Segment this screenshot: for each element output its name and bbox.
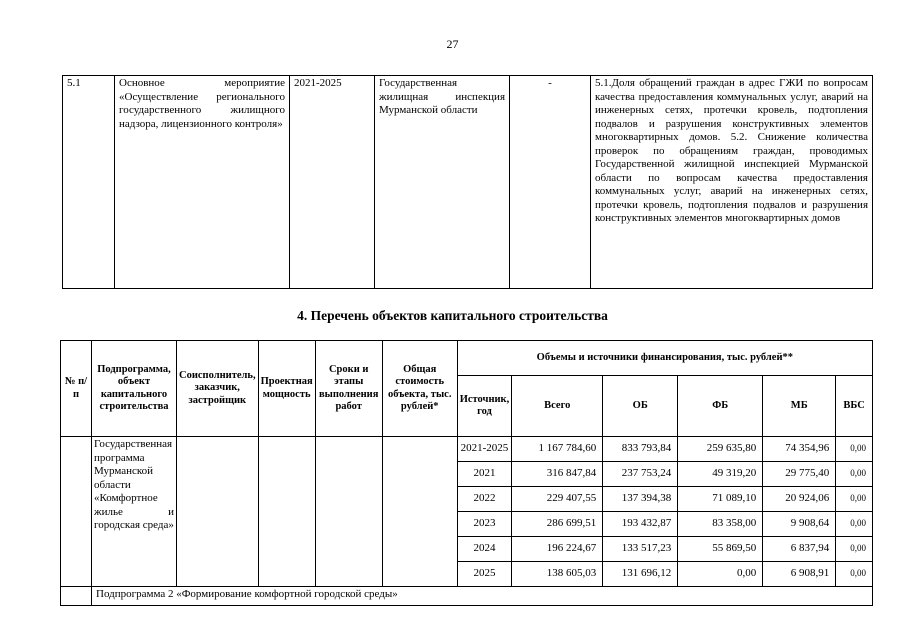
row-fb: 49 319,20 xyxy=(678,462,763,487)
subprogram-title: Подпрограмма 2 «Формирование комфортной городской среды» xyxy=(92,587,873,606)
row-mb: 74 354,96 xyxy=(763,437,836,462)
header-executor: Соисполнитель, заказчик, застройщик xyxy=(177,341,259,437)
measures-table xyxy=(62,75,873,289)
header-row xyxy=(61,341,873,376)
table-row xyxy=(63,76,873,289)
row-total: 286 699,51 xyxy=(512,512,603,537)
program-num-cell xyxy=(61,437,92,587)
row-total: 196 224,67 xyxy=(512,537,603,562)
row-fb: 259 635,80 xyxy=(678,437,763,462)
event-name: Основное мероприятие «Осуществление регионального государственного жилищного надзора, лицензионного контроля» xyxy=(115,76,290,289)
row-ob: 237 753,24 xyxy=(603,462,678,487)
capital-construction-table xyxy=(60,340,873,606)
row-fb: 83 358,00 xyxy=(678,512,763,537)
page-number: 27 xyxy=(446,37,459,51)
row-number: 5.1 xyxy=(63,76,115,289)
header-financing: Объемы и источники финансирования, тыс. рублей** xyxy=(457,341,872,376)
row-vbs: 0,00 xyxy=(836,462,873,487)
row-total: 138 605,03 xyxy=(512,562,603,587)
header-capacity: Проектная мощность xyxy=(258,341,315,437)
row-vbs: 0,00 xyxy=(836,537,873,562)
header-ob: ОБ xyxy=(603,376,678,437)
subprogram-row xyxy=(61,587,873,606)
event-executor: Государственная жилищная инспекция Мурманской области xyxy=(375,76,510,289)
header-source-year: Источник, год xyxy=(457,376,512,437)
row-mb: 29 775,40 xyxy=(763,462,836,487)
row-ob: 193 432,87 xyxy=(603,512,678,537)
header-vbs: ВБС xyxy=(836,376,873,437)
row-fb: 0,00 xyxy=(678,562,763,587)
row-ob: 131 696,12 xyxy=(603,562,678,587)
header-mb: МБ xyxy=(763,376,836,437)
row-ob: 833 793,84 xyxy=(603,437,678,462)
row-mb: 6 908,91 xyxy=(763,562,836,587)
row-total: 1 167 784,60 xyxy=(512,437,603,462)
row-vbs: 0,00 xyxy=(836,437,873,462)
row-fb: 71 089,10 xyxy=(678,487,763,512)
event-period: 2021-2025 xyxy=(290,76,375,289)
program-name: Государственная программа Мурманской области «Комфортное жилье и городская среда» xyxy=(92,437,177,587)
program-capacity-cell xyxy=(258,437,315,587)
header-total-cost: Общая стоимость объекта, тыс. рублей* xyxy=(382,341,457,437)
program-executor-cell xyxy=(177,437,259,587)
row-mb: 6 837,94 xyxy=(763,537,836,562)
table-row xyxy=(61,437,873,462)
row-year: 2021-2025 xyxy=(457,437,512,462)
row-mb: 20 924,06 xyxy=(763,487,836,512)
header-total: Всего xyxy=(512,376,603,437)
row-fb: 55 869,50 xyxy=(678,537,763,562)
header-fb: ФБ xyxy=(678,376,763,437)
header-num: № п/п xyxy=(61,341,92,437)
row-year: 2023 xyxy=(457,512,512,537)
subprogram-num-cell xyxy=(61,587,92,606)
row-mb: 9 908,64 xyxy=(763,512,836,537)
row-total: 229 407,55 xyxy=(512,487,603,512)
event-cost: - xyxy=(510,76,591,289)
row-vbs: 0,00 xyxy=(836,562,873,587)
program-cost-cell xyxy=(382,437,457,587)
event-indicators: 5.1.Доля обращений граждан в адрес ГЖИ по вопросам качества предоставления коммунальных услуг, аварий на инженерных сетях, протечки кровель, подтопления подвалов и разрушения конструктивных элементов многоквартирных домов. 5.2. Снижение количества проверок по обращениям граждан, проводимых Государственной жилищной инспекцией Мурманской области по вопросам качества предоставления коммунальных услуг, аварий на инженерных сетях, протечки кровель, подтопления подвалов и разрушения конструктивных элементов многоквартирных домов xyxy=(591,76,873,289)
header-terms: Сроки и этапы выполнения работ xyxy=(315,341,382,437)
program-terms-cell xyxy=(315,437,382,587)
row-year: 2021 xyxy=(457,462,512,487)
row-ob: 137 394,38 xyxy=(603,487,678,512)
row-year: 2024 xyxy=(457,537,512,562)
row-vbs: 0,00 xyxy=(836,487,873,512)
row-vbs: 0,00 xyxy=(836,512,873,537)
row-total: 316 847,84 xyxy=(512,462,603,487)
section-title: 4. Перечень объектов капитального строительства xyxy=(297,308,608,323)
header-subprogram: Подпрограмма, объект капитального строительства xyxy=(92,341,177,437)
row-year: 2025 xyxy=(457,562,512,587)
row-year: 2022 xyxy=(457,487,512,512)
row-ob: 133 517,23 xyxy=(603,537,678,562)
